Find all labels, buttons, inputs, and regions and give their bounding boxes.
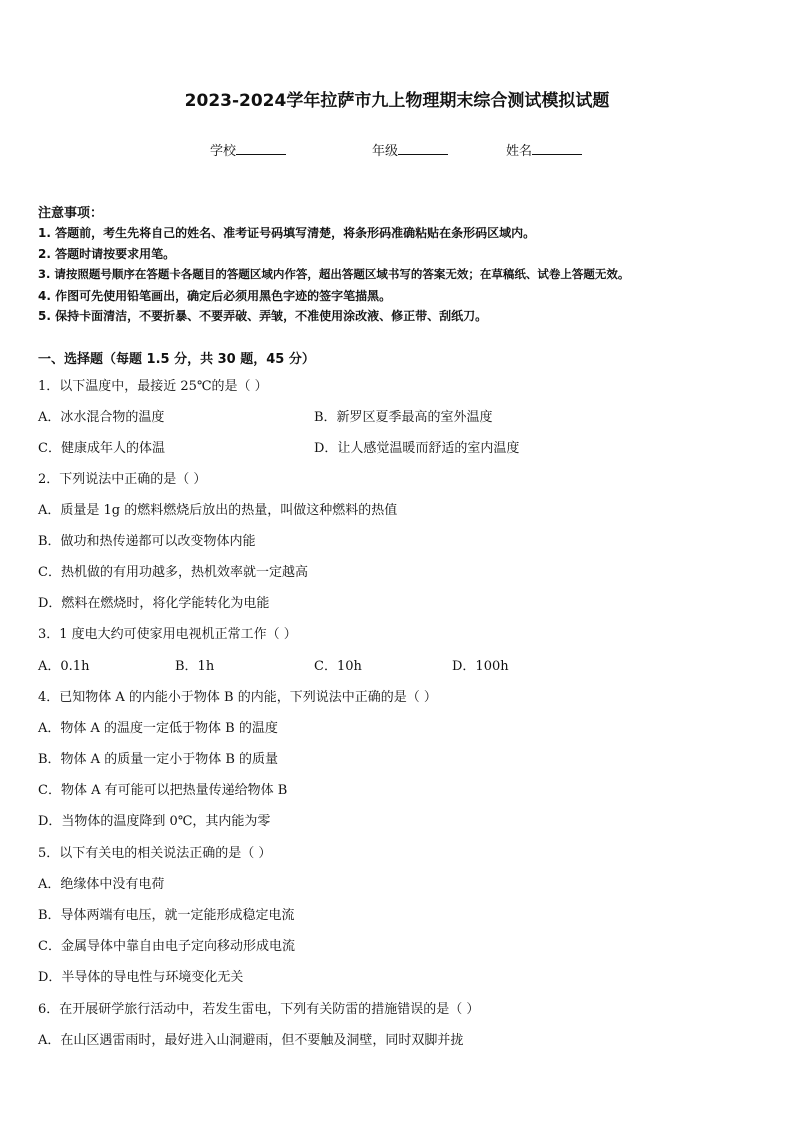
- notice-item: 4. 作图可先使用铅笔画出，确定后必须用黑色字迹的签字笔描黑。: [38, 289, 392, 303]
- option-a: A．物体 A 的温度一定低于物体 B 的温度: [38, 721, 278, 736]
- option-c: C．热机做的有用功越多，热机效率就一定越高: [38, 565, 308, 580]
- option-a: A．质量是 1g 的燃料燃烧后放出的热量，叫做这种燃料的热值: [38, 503, 398, 518]
- option-d: D．100h: [452, 659, 509, 674]
- grade-field: [372, 140, 448, 159]
- page-title: 2023-2024学年拉萨市九上物理期末综合测试模拟试题: [184, 91, 610, 111]
- notice-item: 5. 保持卡面清洁，不要折暴、不要弄破、弄皱，不准使用涂改液、修正带、刮纸刀。: [38, 309, 488, 323]
- option-b: B．1h: [175, 659, 215, 674]
- school-field: [210, 140, 286, 159]
- section-heading: 一、选择题（每题 1.5 分，共 30 题，45 分）: [38, 352, 315, 367]
- option-a: A．绝缘体中没有电荷: [38, 877, 165, 892]
- option-c: C．10h: [314, 659, 362, 674]
- option-b: B．物体 A 的质量一定小于物体 B 的质量: [38, 752, 279, 767]
- option-c: C．健康成年人的体温: [38, 441, 165, 456]
- option-a: A．在山区遇雷雨时，最好进入山洞避雨，但不要触及洞壁，同时双脚并拢: [38, 1033, 464, 1048]
- option-a: A．0.1h: [38, 659, 90, 674]
- question-stem: 4．已知物体 A 的内能小于物体 B 的内能，下列说法中正确的是（ ）: [38, 690, 437, 705]
- option-d: D．半导体的导电性与环境变化无关: [38, 970, 244, 985]
- option-b: B．做功和热传递都可以改变物体内能: [38, 534, 256, 549]
- question-stem: 1．以下温度中，最接近 25℃的是（ ）: [38, 379, 268, 394]
- question-stem: 3．1 度电大约可使家用电视机正常工作（ ）: [38, 627, 297, 642]
- notice-item: 2. 答题时请按要求用笔。: [38, 247, 176, 261]
- question-stem: 2．下列说法中正确的是（ ）: [38, 472, 207, 487]
- name-underline: [532, 141, 582, 155]
- notice-title: 注意事项：: [38, 206, 104, 221]
- question-stem: 5．以下有关电的相关说法正确的是（ ）: [38, 846, 272, 861]
- option-c: C．金属导体中靠自由电子定向移动形成电流: [38, 939, 295, 954]
- name-field: [506, 140, 582, 159]
- option-d: D．燃料在燃烧时，将化学能转化为电能: [38, 596, 270, 611]
- school-underline: [236, 141, 286, 155]
- notice-item: 1. 答题前，考生先将自己的姓名、准考证号码填写清楚，将条形码准确粘贴在条形码区域内。: [38, 226, 536, 240]
- school-label: 学校: [210, 144, 237, 159]
- option-c: C．物体 A 有可能可以把热量传递给物体 B: [38, 783, 288, 798]
- option-b: B．导体两端有电压，就一定能形成稳定电流: [38, 908, 295, 923]
- notice-item: 3. 请按照题号顺序在答题卡各题目的答题区域内作答，超出答题区域书写的答案无效；在草稿纸、试卷上答题无效。: [38, 267, 630, 281]
- option-a: A．冰水混合物的温度: [38, 410, 165, 425]
- option-d: D．当物体的温度降到 0℃，其内能为零: [38, 814, 271, 829]
- grade-underline: [398, 141, 448, 155]
- option-b: B．新罗区夏季最高的室外温度: [314, 410, 493, 425]
- question-stem: 6．在开展研学旅行活动中，若发生雷电，下列有关防雷的措施错误的是（ ）: [38, 1002, 480, 1017]
- grade-label: 年级: [372, 144, 399, 159]
- option-d: D．让人感觉温暖而舒适的室内温度: [314, 441, 520, 456]
- name-label: 姓名: [506, 144, 533, 159]
